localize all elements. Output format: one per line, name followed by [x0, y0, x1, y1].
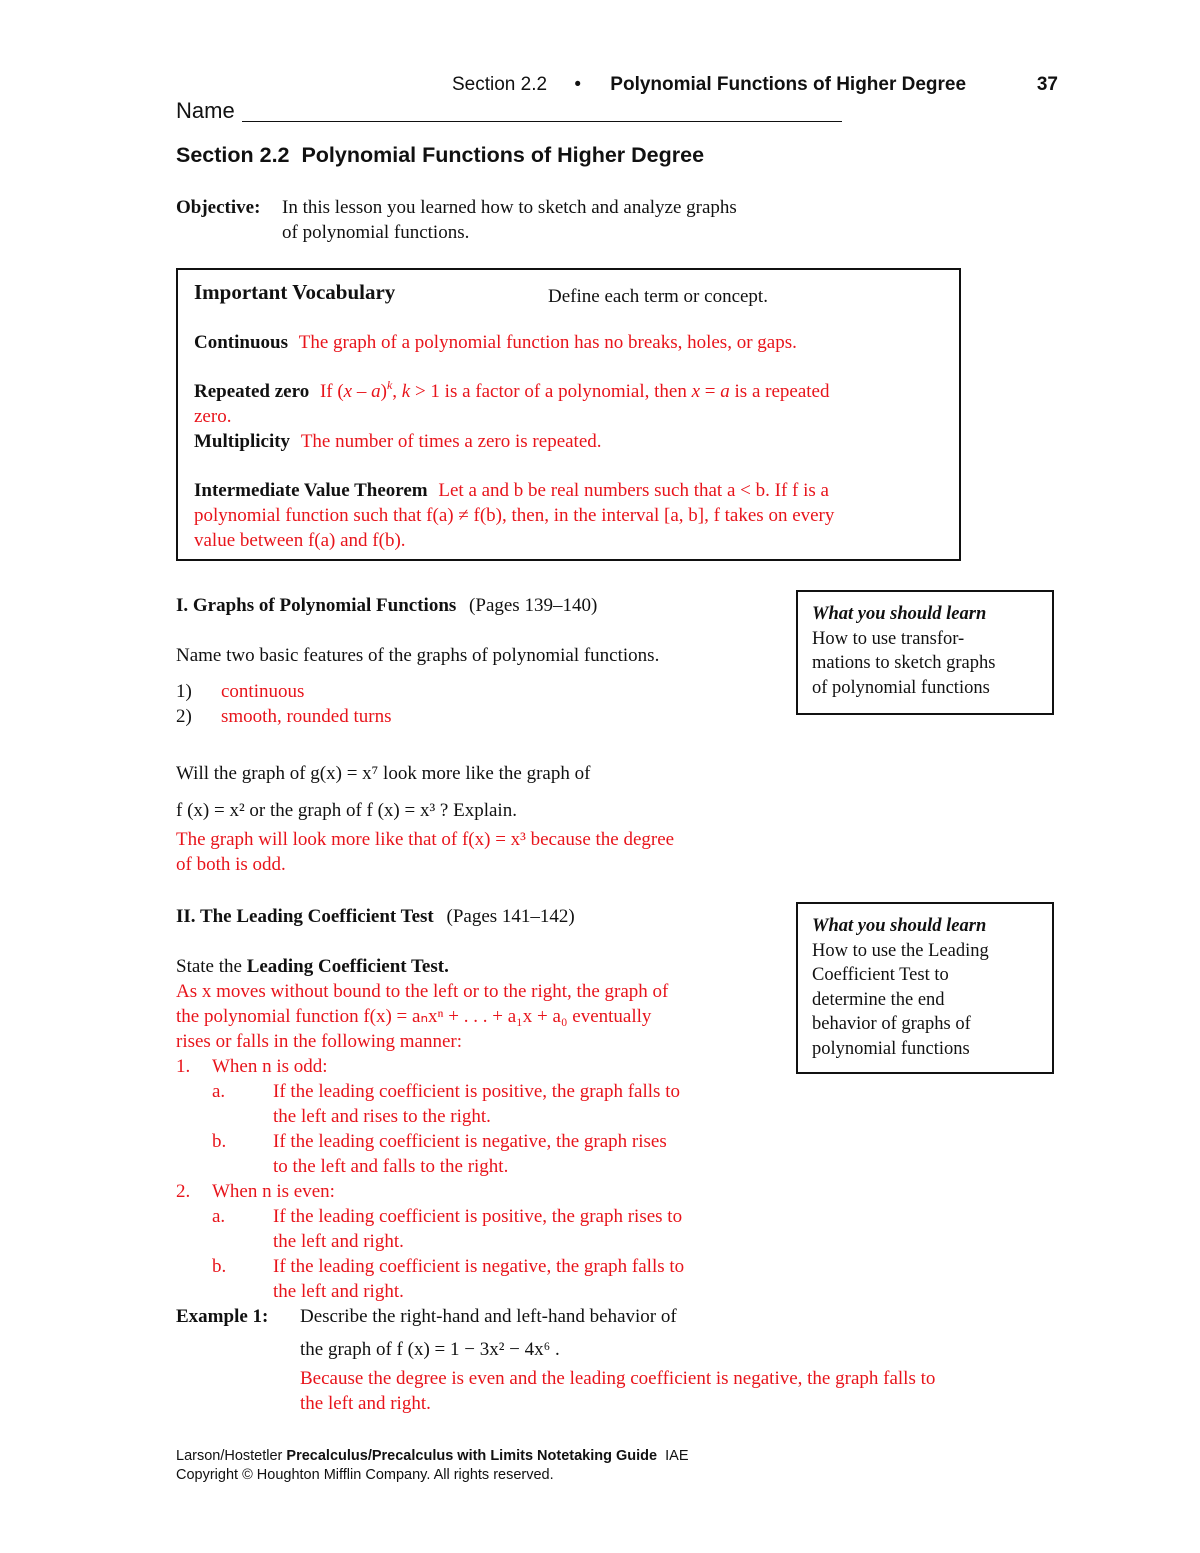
sidebox-2-line: behavior of graphs of	[812, 1014, 971, 1034]
objective-label: Objective:	[176, 197, 261, 218]
state-bold: Leading Coefficient Test.	[246, 956, 449, 977]
case-2-sub-a: a. If the leading coefficient is positive, the graph rises to the left and right.	[212, 1206, 683, 1252]
name-underline	[242, 121, 842, 122]
def-multiplicity: The number of times a zero is repeated.	[300, 431, 602, 452]
def-ivt-line3: value between f(a) and f(b).	[194, 530, 406, 551]
example-line1: Describe the right-hand and left-hand behavior of	[300, 1306, 677, 1327]
what-you-should-learn-box-1	[796, 590, 1054, 715]
case-1: 1. When n is odd:	[176, 1056, 328, 1077]
term-multiplicity: Multiplicity	[194, 431, 291, 452]
footer-copyright: Copyright © Houghton Mifflin Company. All rights reserved.	[176, 1467, 554, 1483]
example-line2: the graph of f (x) = 1 − 3x² − 4x⁶ .	[300, 1339, 560, 1360]
question-line2: f (x) = x² or the graph of f (x) = x³ ? Explain.	[176, 800, 517, 821]
footer-book-title: Precalculus/Precalculus with Limits Notetaking Guide	[286, 1448, 658, 1464]
name-label: Name	[176, 98, 235, 123]
example-answer2: the left and right.	[300, 1393, 431, 1414]
case-2-sub-b: b. If the leading coefficient is negative, the graph falls to the left and right.	[212, 1256, 685, 1302]
running-header	[452, 74, 1058, 96]
section-1-prompt: Name two basic features of the graphs of polynomial functions.	[176, 645, 660, 666]
answer-line2: of both is odd.	[176, 854, 286, 875]
def-continuous: The graph of a polynomial function has no breaks, holes, or gaps.	[298, 332, 797, 353]
section-2-pages: (Pages 141–142)	[446, 906, 575, 927]
sidebox-1-title: What you should learn	[812, 604, 987, 624]
name-field[interactable]	[176, 98, 235, 124]
case-2: 2. When n is even:	[176, 1181, 335, 1202]
state-prefix: State the	[176, 956, 247, 977]
list-item: 2) smooth, rounded turns	[176, 706, 392, 727]
sidebox-2-line: Coefficient Test to	[812, 965, 949, 985]
sidebox-2-line: determine the end	[812, 989, 945, 1010]
header-title: Polynomial Functions of Higher Degree	[610, 74, 967, 95]
list-item: 1) continuous	[176, 681, 305, 702]
section-1-heading: I. Graphs of Polynomial Functions	[176, 595, 457, 616]
objective	[176, 195, 876, 245]
vocabulary-box	[176, 268, 961, 561]
sidebox-1-line: How to use transfor-	[812, 628, 965, 649]
vocabulary-instruction: Define each term or concept.	[548, 286, 768, 307]
sidebox-2-title: What you should learn	[812, 916, 987, 936]
def-ivt-line1: Let a and b be real numbers such that a < b. If f is a	[438, 480, 829, 501]
def-repeated-zero: If (x – a)$^k$, k > 1 is a factor of a polynomial, then x = a is a repeated	[319, 378, 830, 402]
objective-line2: of polynomial functions.	[282, 222, 470, 243]
section-1-pages: (Pages 139–140)	[469, 595, 598, 616]
term-repeated-zero: Repeated zero	[194, 381, 310, 402]
term-ivt: Intermediate Value Theorem	[194, 480, 428, 501]
page-number: 37	[1036, 74, 1058, 95]
sidebox-2-line: How to use the Leading	[812, 940, 989, 961]
page-title: Section 2.2 Polynomial Functions of Higher Degree	[176, 143, 705, 167]
intro-line2: the polynomial function f(x) = aₙxⁿ + . . . + a₁x + a₀ eventually	[176, 1006, 652, 1027]
footer-prefix: Larson/Hostetler	[176, 1448, 287, 1464]
intro-line3: rises or falls in the following manner:	[176, 1031, 462, 1052]
answer-line1: The graph will look more like that of f(x) = x³ because the degree	[176, 829, 675, 850]
header-section: Section 2.2	[452, 74, 548, 95]
sidebox-1-line: of polynomial functions	[812, 677, 990, 698]
sidebox-2-line: polynomial functions	[812, 1038, 970, 1059]
case-1-sub-a: a. If the leading coefficient is positive, the graph falls to the left and rises to the right.	[212, 1081, 680, 1127]
term-continuous: Continuous	[194, 332, 288, 353]
intro-line1: As x moves without bound to the left or to the right, the graph of	[176, 981, 669, 1002]
objective-line1: In this lesson you learned how to sketch and analyze graphs	[282, 197, 737, 218]
vocabulary-title: Important Vocabulary	[194, 280, 396, 304]
question-line1: Will the graph of g(x) = x⁷ look more like the graph of	[176, 763, 591, 784]
section-2-heading: II. The Leading Coefficient Test	[176, 906, 434, 927]
footer	[176, 1447, 689, 1485]
sidebox-1-line: mations to sketch graphs	[812, 653, 996, 673]
header-bullet: •	[574, 74, 582, 95]
what-you-should-learn-box-2	[796, 902, 1054, 1074]
example-answer1: Because the degree is even and the leading coefficient is negative, the graph falls to	[300, 1368, 936, 1389]
example-1	[176, 1304, 1036, 1329]
section-1	[176, 593, 776, 877]
footer-suffix: IAE	[657, 1448, 689, 1464]
def-ivt-line2: polynomial function such that f(a) ≠ f(b), then, in the interval [a, b], f takes on every	[194, 505, 835, 526]
case-1-sub-b: b. If the leading coefficient is negative, the graph rises to the left and falls to the right.	[212, 1131, 667, 1177]
def-repeated-zero-line2: zero.	[194, 406, 232, 427]
example-label: Example 1:	[176, 1306, 269, 1327]
